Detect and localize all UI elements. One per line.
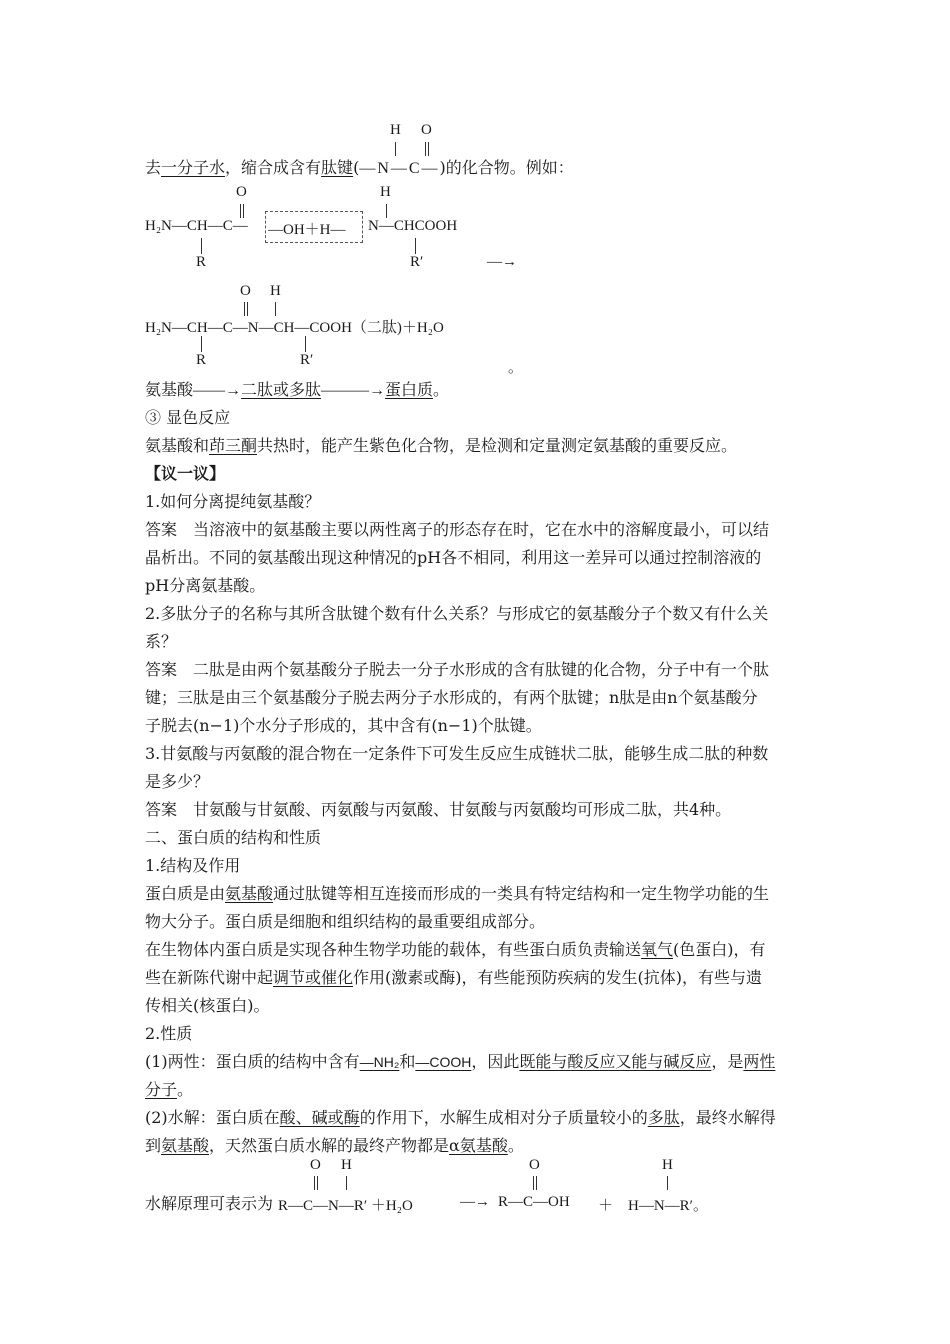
- rx2-dot: 。: [508, 360, 524, 376]
- answer-polypeptide: 多肽: [647, 1108, 680, 1127]
- bond-atom-H: H: [390, 122, 401, 138]
- rx2-rp-bar: [305, 336, 306, 352]
- answer-1-line-1: 答案 当溶液中的氨基酸主要以两性离子的形态存在时，它在水中的溶解度最小，可以结: [145, 520, 770, 539]
- answer-2-line-2: 键；三肽是由三个氨基酸分子脱去两分子水形成的，有两个肽键；n肽是由n个氨基酸分: [145, 688, 758, 707]
- hyd-lhs-nh-bar: [346, 1176, 347, 1190]
- answer-3: 答案 甘氨酸与甘氨酸、丙氨酸与丙氨酸、甘氨酸与丙氨酸均可形成二肽，共4种。: [145, 800, 732, 819]
- rx1-arrow: —→: [487, 254, 517, 270]
- rx2-atom-R: R: [196, 352, 207, 368]
- subsection-1-title: 1.结构及作用: [145, 856, 241, 875]
- answer-nh2: —NH₂: [359, 1054, 400, 1070]
- rx1-left: H₂N—CH—C—: [145, 218, 248, 234]
- answer-2-line-1: 答案 二肽是由两个氨基酸分子脱去一分子水形成的含有肽键的化合物，分子中有一个肽: [145, 660, 770, 679]
- answer-protein: 蛋白质: [385, 380, 434, 399]
- function-para-2: 些在新陈代谢中起调节或催化作用(激素或酶)，有些能预防疾病的发生(抗体)，有些与遗: [145, 968, 763, 987]
- rx2-double-bar: [244, 302, 245, 316]
- hyd-lhs-double-bar: [314, 1176, 315, 1190]
- color-reaction-text: 氨基酸和茚三酮共热时，能产生紫色化合物，是检测和定量测定氨基酸的重要反应。: [145, 436, 738, 455]
- answer-cooh: —COOH: [415, 1054, 472, 1070]
- section-2-title: 二、蛋白质的结构和性质: [145, 828, 322, 847]
- intro-line: 去一分子水，缩合成含有肽键(—N—C—)的化合物。例如：: [145, 158, 574, 177]
- amphoteric-line-2: 分子。: [145, 1080, 194, 1099]
- hyd-arrow: —→: [460, 1194, 490, 1210]
- bond-double-bar: [425, 142, 426, 156]
- question-3-line-1: 3.甘氨酸与丙氨酸的混合物在一定条件下可发生反应生成链状二肽，能够生成二肽的种数: [145, 744, 769, 763]
- hyd-rhs-atom-H: H: [662, 1157, 673, 1173]
- structure-para-1: 蛋白质是由氨基酸通过肽键等相互连接而形成的一类具有特定结构和一定生物学功能的生: [145, 884, 770, 903]
- question-2-line-2: 系？: [145, 632, 178, 651]
- hyd-rhs-1: R—C—OH: [498, 1194, 570, 1210]
- answer-1-line-2: 晶析出。不同的氨基酸出现这种情况的pH各不相同，利用这一差异可以通过控制溶液的: [145, 548, 762, 567]
- answer-amino-acid: 氨基酸: [225, 884, 274, 903]
- function-para-3: 传相关(核蛋白)。: [145, 996, 270, 1015]
- rx1-r-bar: [201, 238, 202, 254]
- answer-regulate-catalyze: 调节或催化: [273, 968, 354, 987]
- rx1-atom-R: R: [196, 254, 207, 270]
- answer-amino-acids: 氨基酸: [161, 1136, 210, 1155]
- hyd-lhs-atom-O: O: [310, 1157, 321, 1173]
- bond-atom-O: O: [421, 122, 432, 138]
- color-reaction-title: ③ 显色反应: [145, 408, 231, 427]
- hyd-plus: ＋: [598, 1198, 614, 1214]
- bond-single-bar: [395, 142, 396, 156]
- answer-acid-base: 既能与酸反应又能与碱反应: [519, 1052, 712, 1071]
- hyd-label: 水解原理可表示为: [145, 1194, 274, 1213]
- amphoteric-line-1: (1)两性：蛋白质的结构中含有—NH₂和—COOH，因此既能与酸反应又能与碱反应，是两性: [145, 1052, 776, 1071]
- rx2-nh-bar: [275, 302, 276, 316]
- rx2-atom-Rp: R′: [300, 352, 314, 368]
- hydrolysis-line-1: (2)水解：蛋白质在酸、碱或酶的作用下，水解生成相对分子质量较小的多肽，最终水解得: [145, 1108, 776, 1127]
- answer-peptide-bond: 肽键: [321, 158, 354, 177]
- hyd-rhs-2: H—N—R′。: [628, 1198, 708, 1214]
- rx1-nh-bar: [386, 204, 387, 218]
- answer-molecule: 分子: [145, 1080, 178, 1099]
- hyd-lhs-atom-H: H: [341, 1157, 352, 1173]
- answer-oxygen: 氧气: [641, 940, 674, 959]
- rx1-atom-H: H: [380, 184, 391, 200]
- function-para-1: 在生物体内蛋白质是实现各种生物学功能的载体，有些蛋白质负责输送氧气(色蛋白)，有: [145, 940, 766, 959]
- hyd-rhs-atom-O: O: [529, 1157, 540, 1173]
- rx1-rp-bar: [415, 238, 416, 254]
- rx2-atom-H: H: [270, 283, 281, 299]
- rx2-atom-O: O: [240, 283, 251, 299]
- question-3-line-2: 是多少？: [145, 772, 210, 791]
- question-2-line-1: 2.多肽分子的名称与其所含肽键个数有什么关系？与形成它的氨基酸分子个数又有什么关: [145, 604, 769, 623]
- hyd-rhs-nh-bar: [667, 1176, 668, 1190]
- rx1-boxed: —OH＋H—: [268, 222, 346, 238]
- answer-1-line-3: pH分离氨基酸。: [145, 576, 266, 595]
- flow-line: 氨基酸——→二肽或多肽———→蛋白质。: [145, 380, 450, 399]
- hyd-rhs-double-bar: [533, 1176, 534, 1190]
- answer-amphoteric: 两性: [743, 1052, 776, 1071]
- peptide-bond-formula: —N—C—: [359, 160, 440, 177]
- answer-one-water: 一分子水: [161, 158, 226, 177]
- rx2-r-bar: [201, 336, 202, 352]
- structure-para-1b: 物大分子。蛋白质是细胞和组织结构的最重要组成部分。: [145, 912, 546, 931]
- rx2-main: H₂N—CH—C—N—CH—COOH（二肽)＋H₂O: [145, 320, 444, 336]
- rx1-right: N—CHCOOH: [368, 218, 458, 234]
- subsection-2-title: 2.性质: [145, 1024, 193, 1043]
- answer-ninhydrin: 茚三酮: [209, 436, 258, 455]
- rx1-atom-Rp: R′: [410, 254, 424, 270]
- hyd-lhs: R—C—N—R′ ＋H₂O: [278, 1198, 413, 1214]
- answer-2-line-3: 子脱去(n−1)个水分子形成的，其中含有(n−1)个肽键。: [145, 716, 542, 735]
- rx1-double-bar: [240, 204, 241, 218]
- answer-dipeptide: 二肽或多肽: [241, 380, 322, 399]
- rx1-atom-O: O: [236, 184, 247, 200]
- answer-acid-base-enzyme: 酸、碱或酶: [279, 1108, 360, 1127]
- question-1: 1.如何分离提纯氨基酸？: [145, 492, 321, 511]
- hydrolysis-line-2: 到氨基酸，天然蛋白质水解的最终产物都是α氨基酸。: [145, 1136, 524, 1155]
- answer-alpha-amino-acid: α氨基酸: [449, 1136, 508, 1155]
- discuss-header: 【议一议】: [145, 464, 226, 483]
